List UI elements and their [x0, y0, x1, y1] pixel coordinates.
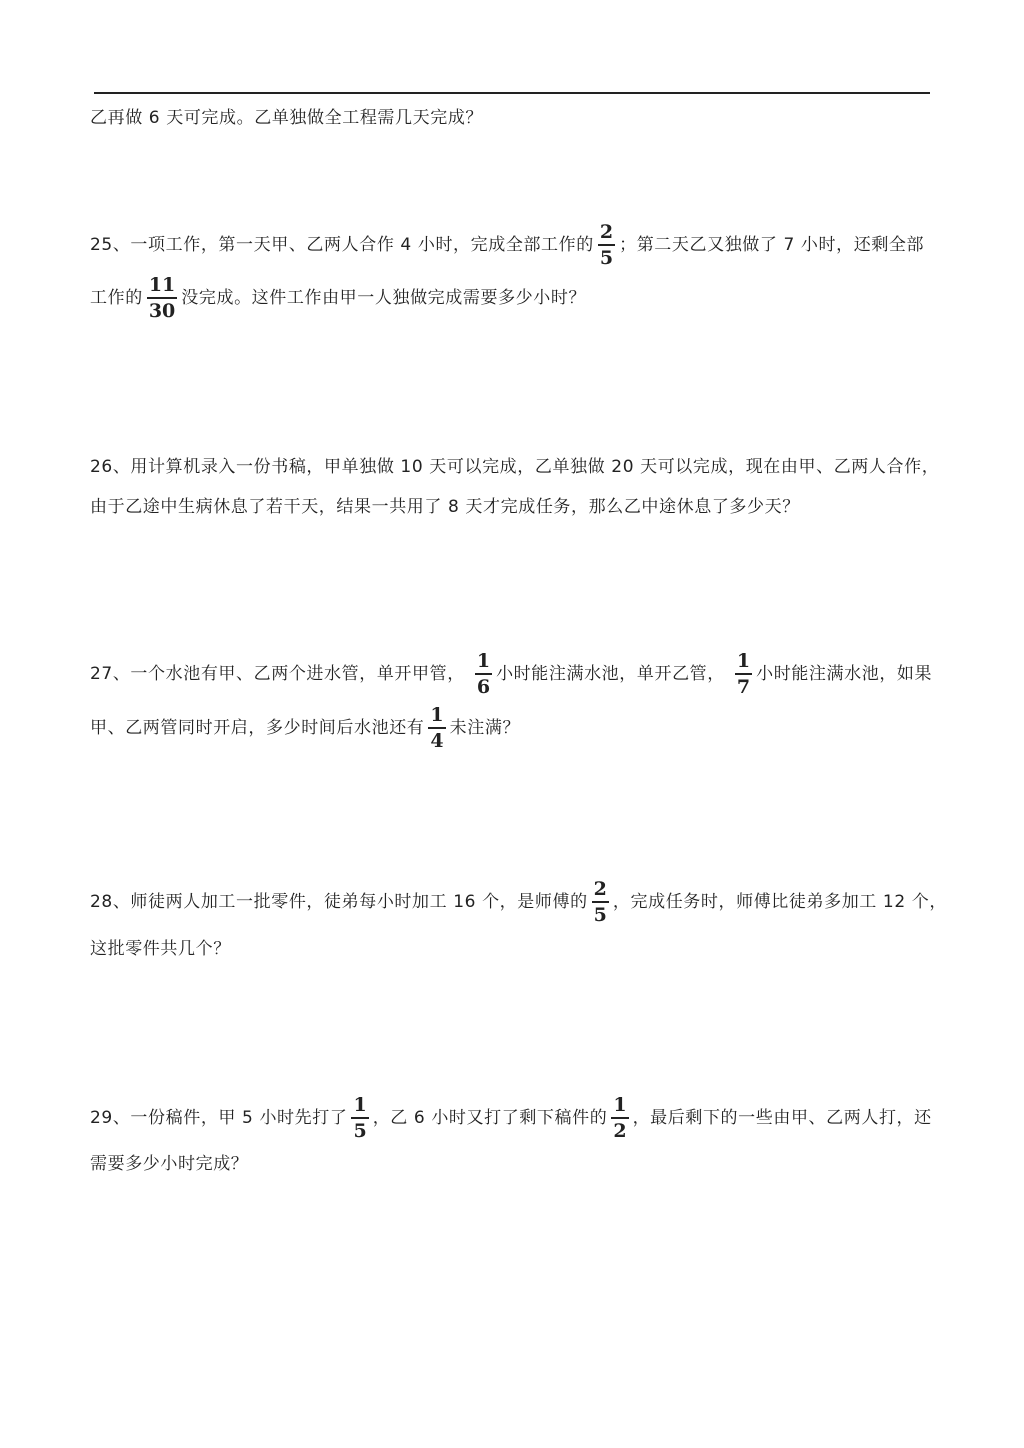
question-27-text-e: 未注满？ — [449, 718, 521, 738]
question-26-line-2 — [90, 480, 935, 534]
question-29-text-b: ，乙 6 小时又打了剩下稿件的 — [372, 1108, 608, 1128]
question-28-line-2 — [90, 922, 935, 976]
question-27-text-d: 甲、乙两管同时开启，多少时间后水池还有 — [90, 718, 425, 738]
question-28-text-b: ，完成任务时，师傅比徒弟多加工 12 个， — [612, 892, 947, 912]
fraction-one-fifth: $\frac{1}{5}$ — [353, 1094, 367, 1142]
question-29-text-d: 需要多少小时完成？ — [90, 1154, 249, 1174]
fraction-two-fifths: $\frac{2}{5}$ — [599, 221, 614, 269]
fraction-one-sixth: $\frac{1}{6}$ — [476, 650, 491, 698]
question-24-text: 乙再做 6 天可完成。乙单独做全工程需几天完成？ — [90, 108, 484, 128]
question-24-line-2 — [90, 91, 935, 145]
question-27-line-2 — [90, 701, 935, 755]
question-27-text-b: 小时能注满水池，单开乙管， — [496, 664, 725, 684]
question-28-line-1 — [90, 875, 947, 929]
fraction-one-half: $\frac{1}{2}$ — [613, 1094, 627, 1142]
question-25-text-a: 25、一项工作，第一天甲、乙两人合作 4 小时，完成全部工作的 — [90, 235, 594, 255]
fraction-one-fourth: $\frac{1}{4}$ — [430, 704, 444, 752]
question-25-line-2 — [90, 271, 935, 325]
question-26-text-b: 由于乙途中生病休息了若干天，结果一共用了 8 天才完成任务，那么乙中途休息了多少天？ — [90, 497, 800, 517]
question-27-line-1 — [90, 647, 935, 701]
question-29-line-2 — [90, 1137, 935, 1191]
question-27-text-a: 27、一个水池有甲、乙两个进水管，单开甲管， — [90, 664, 465, 684]
question-25-line-1 — [90, 218, 935, 272]
question-25-text-b: ；第二天乙又独做了 7 小时，还剩全部 — [619, 235, 925, 255]
question-26-text-a: 26、用计算机录入一份书稿，甲单独做 10 天可以完成，乙单独做 20 天可以完成，现在由甲、乙两人合作， — [90, 457, 940, 477]
question-29-text-a: 29、一份稿件，甲 5 小时先打了 — [90, 1108, 348, 1128]
question-25-text-d: 没完成。这件工作由甲一人独做完成需要多少小时？ — [181, 288, 587, 308]
fraction-eleven-thirtieths: $\frac{11}{30}$ — [148, 274, 176, 322]
question-28-text-c: 这批零件共几个？ — [90, 939, 231, 959]
fraction-two-fifths: $\frac{2}{5}$ — [593, 878, 607, 926]
question-25-text-c: 工作的 — [90, 288, 143, 308]
question-28-text-a: 28、师徒两人加工一批零件，徒弟每小时加工 16 个，是师傅的 — [90, 892, 588, 912]
fraction-one-seventh: $\frac{1}{7}$ — [736, 650, 751, 698]
question-29-text-c: ，最后剩下的一些由甲、乙两人打，还 — [632, 1108, 932, 1128]
question-27-text-c: 小时能注满水池，如果 — [756, 664, 933, 684]
